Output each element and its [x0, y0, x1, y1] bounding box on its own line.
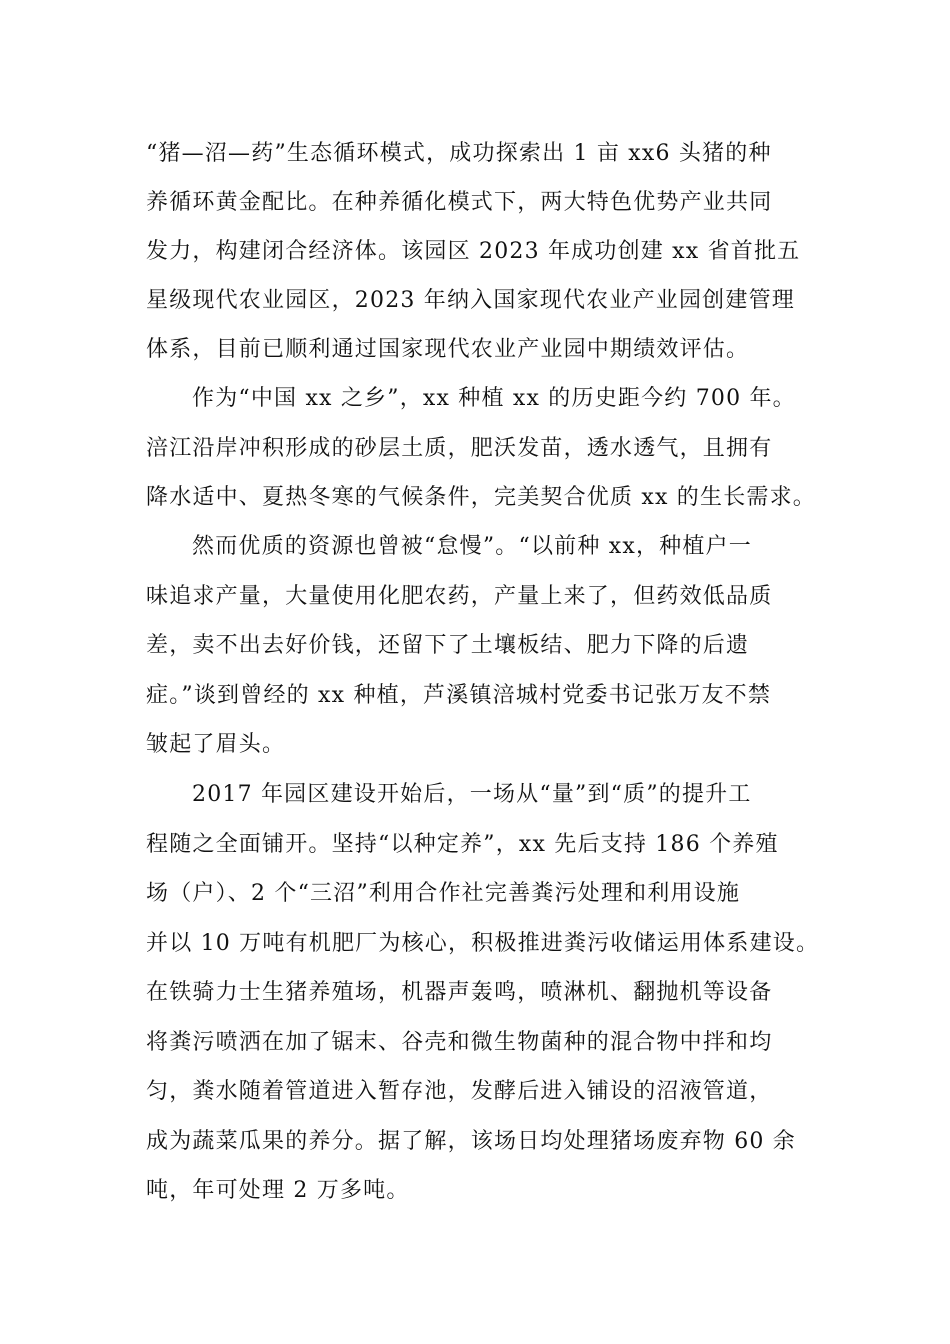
- text-line: 星级现代农业园区，2023 年纳入国家现代农业产业园创建管理: [146, 288, 795, 313]
- text-line: 味追求产量，大量使用化肥农药，产量上来了，但药效低品质: [146, 584, 773, 609]
- text-line: 差，卖不出去好价钱，还留下了土壤板结、肥力下降的后遗: [146, 633, 750, 658]
- paragraph-first-line: 然而优质的资源也曾被“怠慢”。“以前种 xx，种植户一: [192, 534, 752, 559]
- text-line: 匀，粪水随着管道进入暂存池，发酵后进入铺设的沼液管道，: [146, 1079, 773, 1104]
- paragraph-first-line: 作为“中国 xx 之乡”，xx 种植 xx 的历史距今约 700 年。: [192, 386, 796, 411]
- text-line: 吨，年可处理 2 万多吨。: [146, 1178, 410, 1203]
- text-line: 成为蔬菜瓜果的养分。据了解，该场日均处理猪场废弃物 60 余: [146, 1129, 796, 1154]
- text-line: 并以 10 万吨有机肥厂为核心，积极推进粪污收储运用体系建设。: [146, 931, 820, 956]
- text-line: “猪—沼—药”生态循环模式，成功探索出 1 亩 xx6 头猪的种: [146, 141, 772, 166]
- text-line: 将粪污喷洒在加了锯末、谷壳和微生物菌种的混合物中拌和均: [146, 1030, 773, 1055]
- text-line: 程随之全面铺开。坚持“以种定养”，xx 先后支持 186 个养殖: [146, 832, 779, 857]
- paragraph-first-line: 2017 年园区建设开始后，一场从“量”到“质”的提升工: [192, 782, 752, 807]
- text-line: 发力，构建闭合经济体。该园区 2023 年成功创建 xx 省首批五: [146, 239, 801, 264]
- text-line: 涪江沿岸冲积形成的砂层土质，肥沃发苗，透水透气，且拥有: [146, 436, 773, 461]
- text-line: 症。”谈到曾经的 xx 种植，芦溪镇涪城村党委书记张万友不禁: [146, 683, 772, 708]
- text-line: 皱起了眉头。: [146, 732, 286, 757]
- text-line: 在铁骑力士生猪养殖场，机器声轰鸣，喷淋机、翻抛机等设备: [146, 980, 773, 1005]
- text-line: 场（户）、2 个“三沼”利用合作社完善粪污处理和利用设施: [146, 881, 741, 906]
- text-line: 体系，目前已顺利通过国家现代农业产业园中期绩效评估。: [146, 337, 750, 362]
- text-line: 降水适中、夏热冬寒的气候条件，完美契合优质 xx 的生长需求。: [146, 485, 817, 510]
- text-line: 养循环黄金配比。在种养循化模式下，两大特色优势产业共同: [146, 190, 773, 215]
